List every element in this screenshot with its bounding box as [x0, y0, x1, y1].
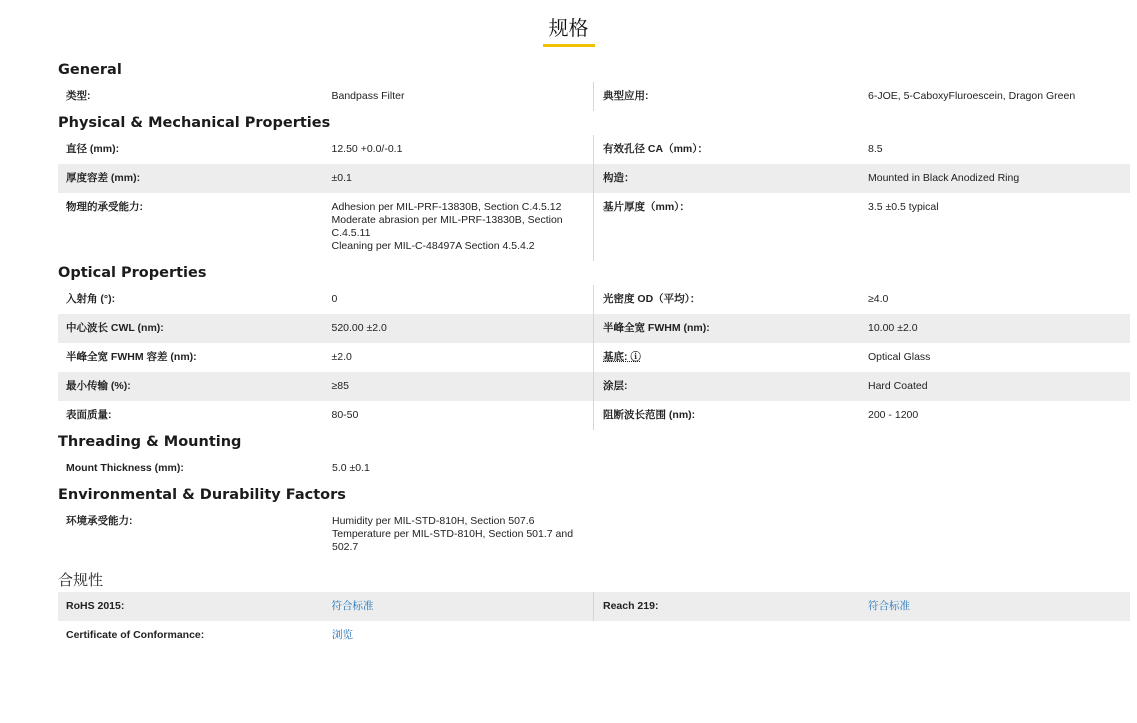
compliance-link[interactable]: 符合标准: [868, 600, 910, 612]
spec-value-line: 10.00 ±2.0: [868, 322, 918, 334]
spec-value: [860, 164, 1130, 193]
spec-left-cell: [58, 507, 594, 562]
spec-label: 光密度 OD（平均）：: [603, 293, 701, 305]
spec-left-cell: [58, 454, 594, 483]
spec-label: 中心波长 CWL (nm):: [66, 322, 164, 334]
spec-label: 直径 (mm):: [66, 143, 120, 155]
page-title: 规格: [543, 16, 595, 47]
spec-value-line: 6-JOE, 5-CaboxyFluroescein, Dragon Green: [868, 90, 1076, 102]
spec-value: [324, 401, 594, 430]
spec-row: [58, 82, 1130, 111]
spec-value: [860, 314, 1130, 343]
spec-label: 典型应用:: [603, 90, 649, 102]
spec-left-cell: [58, 314, 594, 343]
spec-value-line: 12.50 +0.0/-0.1: [331, 143, 403, 155]
spec-value: [860, 401, 1130, 430]
compliance-value: [324, 621, 594, 650]
specifications-content: [58, 58, 1130, 650]
spec-value-line: 8.5: [868, 143, 883, 155]
spec-row: [58, 454, 1130, 483]
spec-value-line: 3.5 ±0.5 typical: [868, 201, 939, 213]
spec-value-line: ±0.1: [331, 172, 352, 184]
spec-value: [324, 193, 594, 261]
substrate-info-label[interactable]: 基底: ⓘ: [603, 351, 641, 363]
spec-row: [58, 401, 1130, 430]
spec-value: [860, 193, 1130, 261]
spec-label: Mount Thickness (mm):: [66, 462, 184, 474]
compliance-label: RoHS 2015:: [66, 600, 125, 612]
spec-value: [860, 82, 1130, 111]
spec-row: [58, 372, 1130, 401]
spec-row: [58, 285, 1130, 314]
spec-value-line: ≥4.0: [868, 293, 889, 305]
spec-value-line: 502.7: [332, 541, 359, 553]
spec-label: 基片厚度（mm）：: [603, 201, 690, 213]
spec-label: 最小传输 (%):: [66, 380, 131, 392]
spec-value: [860, 343, 1130, 372]
spec-left-cell: [58, 164, 594, 193]
spec-row: [58, 164, 1130, 193]
spec-value-line: Optical Glass: [868, 351, 931, 363]
spec-left-cell: [58, 193, 594, 261]
spec-value: [324, 285, 594, 314]
spec-right-cell: [594, 343, 1130, 372]
section-heading: Optical Properties: [58, 265, 207, 281]
spec-left-cell: [58, 82, 594, 111]
compliance-left-cell: [58, 592, 594, 621]
spec-value-line: Humidity per MIL-STD-810H, Section 507.6: [332, 515, 535, 527]
spec-row: [58, 507, 1130, 562]
spec-value-line: 80-50: [331, 409, 359, 421]
spec-label: 环境承受能力:: [66, 515, 133, 527]
spec-value: [324, 372, 594, 401]
compliance-label: Reach 219:: [603, 600, 659, 612]
spec-value-line: Adhesion per MIL-PRF-13830B, Section C.4.5.12: [331, 201, 562, 213]
spec-right-cell: [594, 193, 1130, 261]
spec-value-line: 5.0 ±0.1: [332, 462, 370, 474]
spec-label: 类型:: [66, 90, 91, 102]
spec-left-cell: [58, 401, 594, 430]
spec-label: 阻断波长范围 (nm):: [603, 409, 696, 421]
spec-row: [58, 135, 1130, 164]
compliance-right-cell: [594, 592, 1130, 621]
spec-left-cell: [58, 135, 594, 164]
spec-value: [324, 343, 594, 372]
spec-right-cell: [594, 135, 1130, 164]
spec-label: 厚度容差 (mm):: [66, 172, 141, 184]
spec-right-cell: [594, 285, 1130, 314]
spec-value-line: ±2.0: [331, 351, 352, 363]
spec-value: [324, 135, 594, 164]
spec-right-cell: [594, 82, 1130, 111]
spec-label: 涂层:: [603, 380, 628, 392]
spec-label: 半峰全宽 FWHM 容差 (nm):: [66, 351, 197, 363]
spec-right-cell: [594, 401, 1130, 430]
spec-value-line: Mounted in Black Anodized Ring: [868, 172, 1020, 184]
spec-label: 入射角 (°):: [66, 293, 116, 305]
spec-label: 物理的承受能力:: [66, 201, 143, 213]
spec-label: 表面质量:: [66, 409, 112, 421]
spec-value-line: C.4.5.11: [331, 227, 371, 239]
spec-value-line: Cleaning per MIL-C-48497A Section 4.5.4.2: [331, 240, 535, 252]
spec-value: [860, 135, 1130, 164]
spec-row: [58, 193, 1130, 261]
spec-value: [324, 507, 594, 562]
compliance-heading: 合规性: [58, 571, 104, 589]
spec-value-line: 200 - 1200: [868, 409, 919, 421]
spec-value-line: ≥85: [331, 380, 349, 392]
spec-value: [860, 372, 1130, 401]
spec-right-cell: [594, 314, 1130, 343]
spec-label: 构造：: [603, 172, 635, 184]
spec-right-cell: [594, 164, 1130, 193]
section-heading: Environmental & Durability Factors: [58, 487, 346, 503]
section-heading: Threading & Mounting: [58, 434, 242, 450]
spec-value-line: 0: [331, 293, 338, 305]
compliance-link[interactable]: 浏览: [332, 629, 353, 641]
spec-label: 半峰全宽 FWHM (nm):: [603, 322, 710, 334]
spec-row: [58, 314, 1130, 343]
page-title-wrap: [0, 16, 1137, 47]
spec-left-cell: [58, 372, 594, 401]
spec-value: [324, 314, 594, 343]
compliance-value: [860, 592, 1130, 621]
compliance-label: Certificate of Conformance:: [66, 629, 205, 641]
section-heading: General: [58, 62, 122, 78]
compliance-link[interactable]: 符合标准: [331, 600, 374, 612]
spec-label: 有效孔径 CA（mm）：: [603, 143, 709, 155]
spec-right-cell: [594, 372, 1130, 401]
spec-value: [324, 82, 594, 111]
spec-left-cell: [58, 285, 594, 314]
spec-value: [324, 454, 594, 483]
compliance-left-cell: [58, 621, 594, 650]
spec-value: [324, 164, 594, 193]
compliance-value: [324, 592, 594, 621]
spec-row: [58, 343, 1130, 372]
spec-value-line: Moderate abrasion per MIL-PRF-13830B, Section: [331, 214, 563, 226]
spec-value-line: Temperature per MIL-STD-810H, Section 501.7 and: [332, 528, 574, 540]
spec-left-cell: [58, 343, 594, 372]
section-heading: Physical & Mechanical Properties: [58, 115, 331, 131]
spec-value-line: Hard Coated: [868, 380, 928, 392]
spec-value: [860, 285, 1130, 314]
compliance-row: [58, 621, 1130, 650]
spec-value-line: Bandpass Filter: [331, 90, 405, 102]
spec-value-line: 520.00 ±2.0: [331, 322, 387, 334]
compliance-row: [58, 592, 1130, 621]
